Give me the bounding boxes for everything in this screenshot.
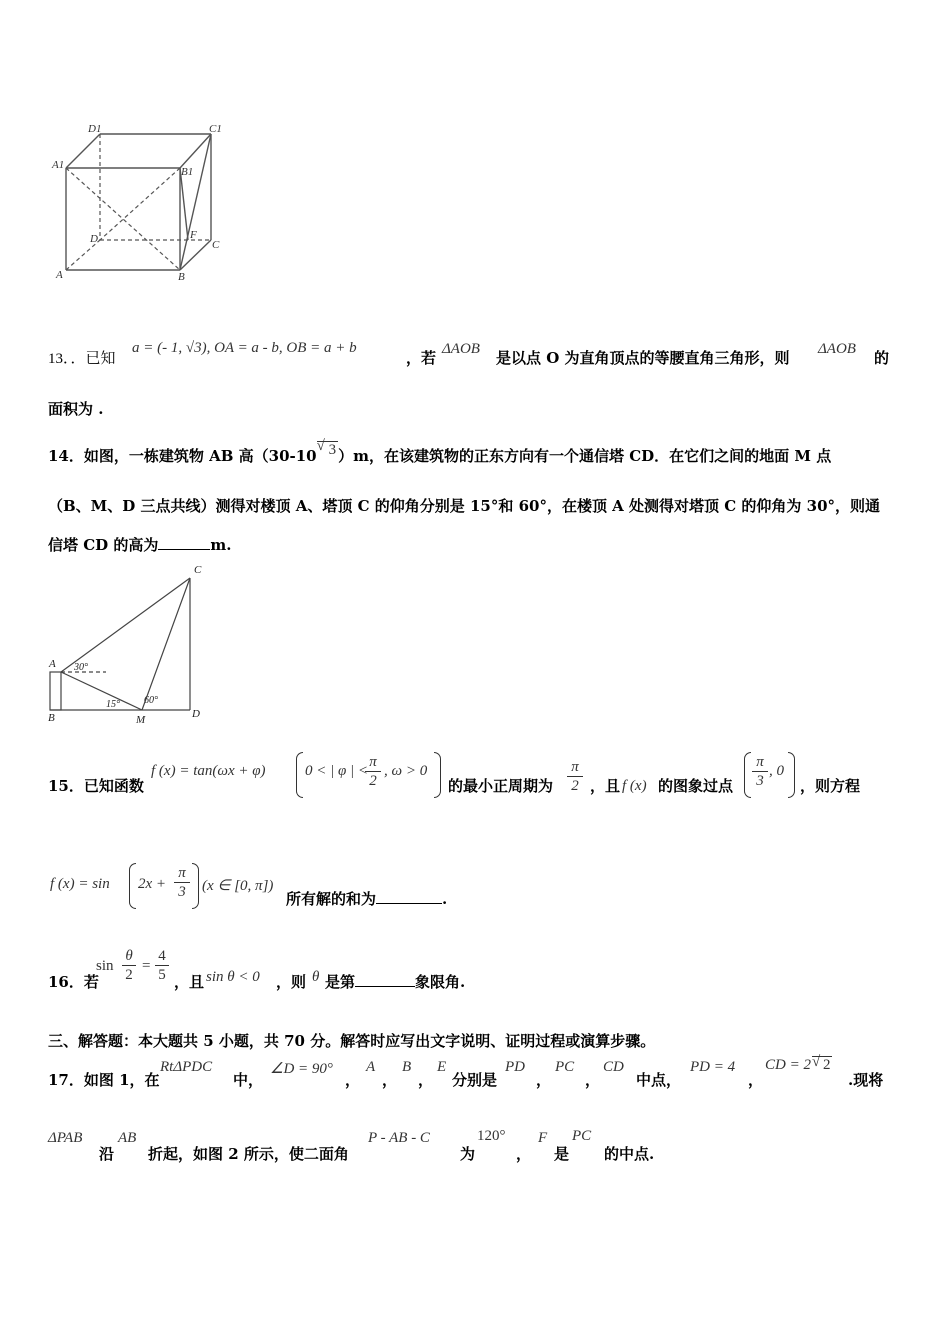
q15-text-4: ，则方程 xyxy=(800,777,861,795)
tower-label-c: C xyxy=(194,564,202,576)
q16-value-frac: $\frac{4}{5}$ xyxy=(155,947,169,984)
q17-triangle-pab: ΔPAB xyxy=(48,1130,83,1146)
q17-rt-triangle: RtΔPDC xyxy=(160,1059,213,1075)
q15-text-1: 的最小正周期为 xyxy=(448,777,554,795)
q16-theta-frac: $\frac{\theta}{2}$ xyxy=(122,947,136,984)
tower-label-d: D xyxy=(192,708,200,720)
q13-number: 13．．已知 xyxy=(48,351,116,367)
q13-condition: 是以点 O 为直角顶点的等腰直角三角形，则 xyxy=(496,349,790,367)
q17-text-k: 的中点. xyxy=(604,1145,655,1163)
q16-equals: = xyxy=(142,958,151,974)
q13-expression: a = (- 1, √3), OA = a - b, OB = a + b xyxy=(132,340,357,356)
q15-paren-right xyxy=(434,752,441,798)
q17-comma-5: ， xyxy=(585,1071,601,1089)
q15-cond-b: , ω > 0 xyxy=(384,763,428,779)
q17-edge-ab: AB xyxy=(118,1130,137,1146)
q15-text-2: ，且 xyxy=(590,777,621,795)
q15-eq-paren-right xyxy=(192,863,199,909)
q17-point-b: B xyxy=(402,1059,412,1075)
q17-segment-pd: PD xyxy=(505,1059,525,1075)
q17-text-j: 是 xyxy=(554,1145,570,1163)
cube-label-a1: A1 xyxy=(52,159,65,171)
q16-number: 16．若 xyxy=(48,973,99,991)
q13-triangle-1: ΔAOB xyxy=(442,341,480,357)
q17-comma-3: ， xyxy=(418,1071,434,1089)
q17-cd-length: CD = 2 √ 2 xyxy=(765,1054,831,1073)
q17-text-h: 折起，如图 2 所示，使二面角 xyxy=(148,1145,349,1163)
tower-label-a: A xyxy=(49,658,56,670)
q16-text-3: 是第 象限角. xyxy=(325,973,466,991)
q17-segment-cd: CD xyxy=(603,1059,624,1075)
q14-answer-blank[interactable] xyxy=(158,549,210,550)
q17-text-d: 分别是 xyxy=(452,1071,498,1089)
q15-cond-a: 0 < | φ | < xyxy=(305,763,369,779)
q16-text-1: ，且 xyxy=(174,973,205,991)
q13-triangle-2: ΔAOB xyxy=(818,341,856,357)
q15-answer-blank[interactable] xyxy=(376,903,442,904)
tower-label-b: B xyxy=(48,712,55,724)
cube-figure xyxy=(48,120,233,285)
q13-line-2: 面积为 . xyxy=(48,400,104,418)
q15-text-3: 的图象过点 xyxy=(658,777,734,795)
q17-comma-2: ， xyxy=(382,1071,398,1089)
cube-label-b: B xyxy=(178,271,185,283)
q14-line-2: （B、M、D 三点共线）测得对楼顶 A、塔顶 C 的仰角分别是 15°和 60°，在楼顶 A 处测得对塔顶 C 的仰角为 30°，则通 xyxy=(48,497,881,515)
cube-label-f: F xyxy=(190,229,197,241)
q16-text-2: ，则 xyxy=(276,973,307,991)
q17-text-b: 中， xyxy=(233,1071,264,1089)
q14-sqrt-3: √ 3 xyxy=(316,438,337,458)
q13-if: ，若 xyxy=(406,349,437,367)
q15-point-paren-left xyxy=(744,752,751,798)
q16-condition: sin θ < 0 xyxy=(206,969,260,985)
q14-line-3: 信塔 CD 的高为 m. xyxy=(48,536,232,554)
q17-pd-length: PD = 4 xyxy=(690,1059,736,1075)
cube-label-b1: B1 xyxy=(181,166,194,178)
cube-label-c: C xyxy=(212,239,220,251)
cube-label-c1: C1 xyxy=(209,123,222,135)
q17-angle: ∠D = 90° xyxy=(270,1061,333,1077)
q17-segment-pc: PC xyxy=(555,1059,575,1075)
cube-label-a: A xyxy=(56,269,63,281)
q17-dihedral: P - AB - C xyxy=(368,1130,430,1146)
q15-point-zero: , 0 xyxy=(769,763,784,779)
q17-segment-pc-2: PC xyxy=(572,1128,592,1144)
q17-point-e: E xyxy=(437,1059,447,1075)
q17-text-i: 为 xyxy=(460,1145,476,1163)
q15-equation-c: (x ∈ [0, π]) xyxy=(202,878,274,894)
q17-text-g: 沿 xyxy=(99,1145,115,1163)
q15-equation-b: 2x + xyxy=(138,876,167,892)
q17-comma-1: ， xyxy=(345,1071,361,1089)
q15-equation-a: f (x) = sin xyxy=(50,876,110,892)
q17-point-f: F xyxy=(538,1130,548,1146)
q15-fx-2: f (x) xyxy=(622,778,647,794)
q15-period-frac: $\frac{\pi}{2}$ xyxy=(567,758,583,795)
q16-sin: sin xyxy=(96,958,114,974)
cube-label-d1: D1 xyxy=(88,123,102,135)
q17-point-a: A xyxy=(366,1059,376,1075)
q17-comma-7: ， xyxy=(516,1145,532,1163)
q16-answer-blank[interactable] xyxy=(355,986,415,987)
q15-text-5: 所有解的和为 . xyxy=(286,890,448,908)
q16-theta-2: θ xyxy=(312,969,320,985)
q15-number: 15．已知函数 xyxy=(48,777,144,795)
tower-label-30: 30° xyxy=(74,662,88,673)
q15-point-frac: $\frac{\pi}{3}$ xyxy=(752,753,768,790)
q17-comma-4: ， xyxy=(536,1071,552,1089)
q15-function: f (x) = tan(ωx + φ) xyxy=(151,763,266,779)
q17-angle-120: 120° xyxy=(477,1128,506,1144)
q15-eq-frac: $\frac{\pi}{3}$ xyxy=(174,864,190,901)
q17-comma-6: ， xyxy=(748,1071,764,1089)
q15-paren-left xyxy=(296,752,303,798)
q13-tail: 的 xyxy=(874,349,890,367)
tower-label-60: 60° xyxy=(144,695,158,706)
q17-sqrt-2: √ 2 xyxy=(811,1054,831,1073)
q15-frac-pi-2: $\frac{\pi}{2}$ xyxy=(365,753,381,790)
q15-point-paren-right xyxy=(788,752,795,798)
cube-label-d: D xyxy=(90,233,98,245)
section-3-heading: 三、解答题：本大题共 5 小题，共 70 分。解答时应写出文字说明、证明过程或演算步骤。 xyxy=(48,1032,656,1050)
q14-line-1: 14．如图，一栋建筑物 AB 高（30-10 √ 3 ）m，在该建筑物的正东方向有一个通信塔 CD．在它们之间的地面 M 点 xyxy=(48,438,832,465)
q17-text-a: 17．如图 1，在 xyxy=(48,1071,160,1089)
tower-label-15: 15° xyxy=(106,699,120,710)
q17-text-f: .现将 xyxy=(848,1071,884,1089)
q15-eq-paren-left xyxy=(129,863,136,909)
q17-text-e: 中点， xyxy=(636,1071,682,1089)
tower-label-m: M xyxy=(136,714,146,726)
tower-figure xyxy=(44,560,224,730)
